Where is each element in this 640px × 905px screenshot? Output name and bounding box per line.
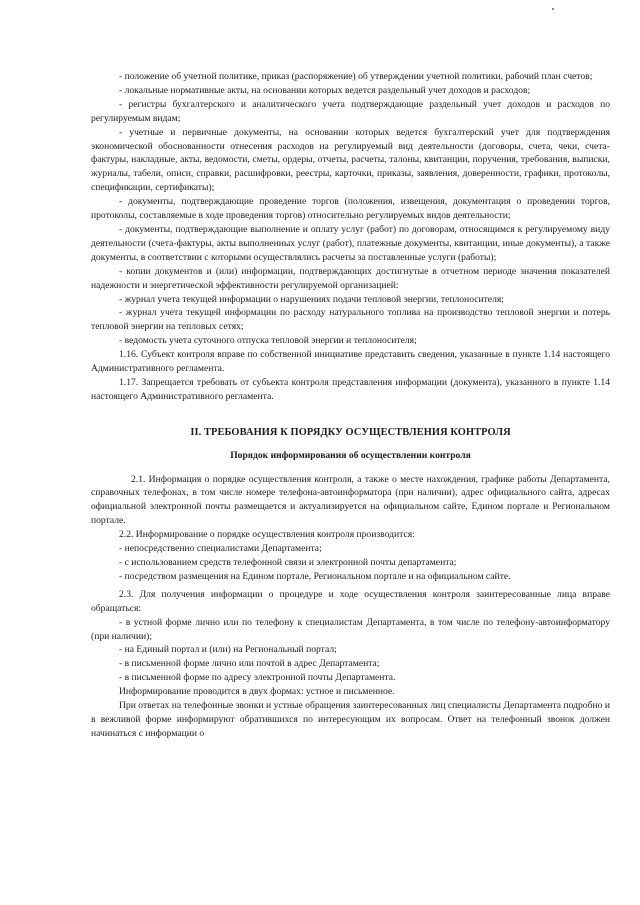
list-item: - в письменной форме по адресу электронной почты Департамента. (119, 672, 396, 684)
paragraph-2-1: 2.1. Информация о порядке осуществления контроля, а также о месте нахождения, графике работы Департамента, справочных телефонах, в том числе номере телефона-автоинформатора (при наличии), адрес официального сайта, адресах официальной электронной почты размещается и актуализируется на официальном сайте, Едином портале и Региональном портале. (91, 473, 610, 527)
list-item: - в устной форме лично или по телефону к специалистам Департамента, в том числе по телефону-автоинформатору (при наличии); (91, 616, 610, 642)
list-item: - ведомость учета суточного отпуска тепловой энергии и теплоносителя; (119, 335, 417, 347)
paragraph-1-16: 1.16. Субъект контроля вправе по собственной инициативе представить сведения, указанные в пункте 1.14 настоящего Административного регламента. (91, 349, 610, 375)
p22-list (91, 542, 610, 584)
paragraph-2-3: 2.3. Для получения информации о процедуре и ходе осуществления контроля заинтересованные лица вправе обращаться: (91, 588, 610, 614)
list-item: - посредством размещения на Едином портале, Региональном портале и на официальном сайте. (119, 570, 511, 582)
section1-list (91, 70, 610, 348)
list-item: - с использованием средств телефонной связи и электронной почты департамента; (119, 557, 457, 568)
list-item: - регистры бухгалтерского и аналитического учета подтверждающие раздельный учет доходов и расходов по регулируемым видам; (91, 98, 610, 124)
list-item: - непосредственно специалистами Департамента; (119, 543, 322, 555)
paragraph-forms: Информирование проводится в двух формах: устное и письменное. (119, 686, 395, 698)
list-item: - документы, подтверждающие выполнение и оплату услуг (работ) по договорам, относящимся к регулируемому виду деятельности (счета-фактуры, акты выполненных услуг (работ), платежные документы, квитанции, иные документы), а также документы, в соответствии с которыми осуществлялись расчеты за поставленные услуги (работы); (91, 223, 610, 263)
list-item: - положение об учетной политике, приказ (распоряжение) об утверждении учетной политики, рабочий план счетов; (119, 71, 593, 82)
list-item: - в письменной форме лично или почтой в адрес Департамента; (119, 658, 380, 670)
list-item: - журнал учета текущей информации о нарушениях подачи тепловой энергии, теплоносителя; (119, 293, 504, 305)
paragraph-calls: При ответах на телефонные звонки и устные обращения заинтересованных лиц специалисты Департамента подробно и в вежливой форме информируют обратившихся по интересующим их вопросам. Ответ на телефонный звонок должен начинаться с информации о (91, 700, 610, 739)
list-item: - на Единый портал и (или) на Региональный портал; (119, 644, 337, 656)
list-item: - учетные и первичные документы, на основании которых ведется бухгалтерский учет для подтверждения экономической обоснованности отнесения расходов на регулируемый вид деятельности (договоры, счета, чеки, счета-фактуры, накладные, акты, ведомости, сметы, ордеры, отчеты, расчеты, талоны, квитанции, поручения, требования, выписки, журналы, табели, описи, справки, расшифровки, реестры, карточки, приказы, заявления, доверенности, графики, протоколы, спецификации, сертификаты); (91, 126, 610, 194)
section-2-title: II. ТРЕБОВАНИЯ К ПОРЯДКУ ОСУЩЕСТВЛЕНИЯ КОНТРОЛЯ (190, 426, 511, 438)
list-item: - копии документов и (или) информации, подтверждающих достигнутые в отчетном периоде значения показателей надежности и энергетической эффективности регулируемой организацией: (91, 265, 610, 291)
subsection-title: Порядок информирования об осуществлении контроля (230, 449, 471, 461)
list-item: - журнал учета текущей информации по расходу натурального топлива на производство тепловой энергии и потерь тепловой энергии на тепловых сетях; (91, 307, 610, 333)
list-item: - документы, подтверждающие проведение торгов (положения, извещения, документация о проведении торгов, протоколы, составляемые в ходе проведения торгов) относительно регулируемых видов деятельности; (91, 196, 610, 222)
list-item: - локальные нормативные акты, на основании которых ведется раздельный учет доходов и расходов; (119, 84, 531, 96)
paragraph-1-17: 1.17. Запрещается требовать от субъекта контроля представления информации (документа), указанного в пункте 1.14 настоящего Административного регламента. (91, 376, 610, 402)
scan-speck (552, 8, 554, 10)
paragraph-2-2: 2.2. Информирование о порядке осуществления контроля производится: (119, 529, 415, 541)
p23-list (91, 616, 610, 686)
